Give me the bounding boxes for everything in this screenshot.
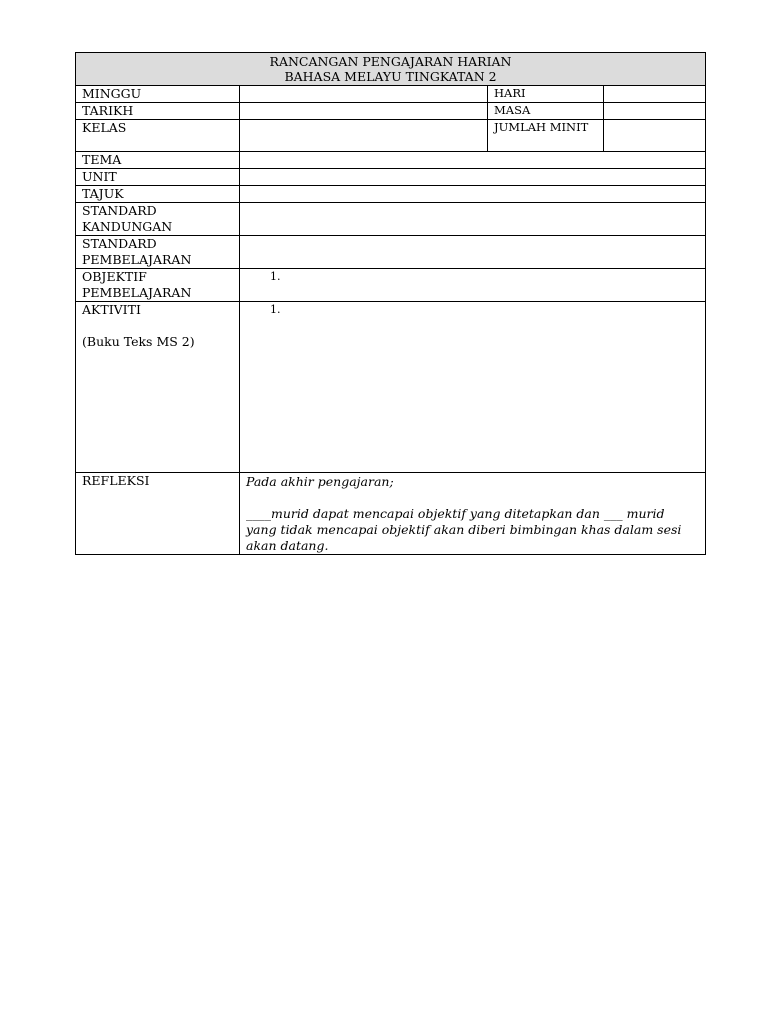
label-refleksi: REFLEKSI: [76, 473, 240, 555]
value-tajuk[interactable]: [240, 186, 706, 203]
title-line-2: BAHASA MELAYU TINGKATAN 2: [284, 69, 497, 84]
value-tarikh[interactable]: [240, 103, 488, 120]
label-tarikh: TARIKH: [76, 103, 240, 120]
label-kelas: KELAS: [76, 120, 240, 152]
label-tajuk: TAJUK: [76, 186, 240, 203]
value-objektif-pembelajaran[interactable]: [240, 269, 706, 302]
value-standard-pembelajaran[interactable]: [240, 236, 706, 269]
label-tema: TEMA: [76, 152, 240, 169]
value-aktiviti[interactable]: [240, 302, 706, 473]
aktiviti-item-1: 1.: [270, 303, 281, 316]
lesson-plan-table: [75, 52, 706, 555]
value-refleksi[interactable]: [240, 473, 706, 555]
value-jumlah-minit[interactable]: [604, 120, 706, 152]
label-objektif-pembelajaran: OBJEKTIF PEMBELAJARAN: [76, 269, 240, 302]
refleksi-line-2: ____murid dapat mencapai objektif yang ditetapkan dan ___ murid yang tidak mencapai objektif akan diberi bimbingan khas dalam sesi akan datang.: [246, 506, 682, 553]
label-hari: HARI: [488, 86, 604, 103]
label-unit: UNIT: [76, 169, 240, 186]
value-tema[interactable]: [240, 152, 706, 169]
value-kelas[interactable]: [240, 120, 488, 152]
value-standard-kandungan[interactable]: [240, 203, 706, 236]
label-jumlah-minit: JUMLAH MINIT: [488, 120, 604, 152]
title-line-1: RANCANGAN PENGAJARAN HARIAN: [269, 54, 512, 69]
label-aktiviti: AKTIVITI: [82, 302, 141, 317]
form-title: [76, 53, 706, 86]
value-unit[interactable]: [240, 169, 706, 186]
label-standard-pembelajaran: STANDARD PEMBELAJARAN: [76, 236, 240, 269]
refleksi-line-1: Pada akhir pengajaran;: [246, 474, 394, 489]
value-masa[interactable]: [604, 103, 706, 120]
label-minggu: MINGGU: [76, 86, 240, 103]
value-minggu[interactable]: [240, 86, 488, 103]
label-masa: MASA: [488, 103, 604, 120]
value-hari[interactable]: [604, 86, 706, 103]
label-standard-kandungan: STANDARD KANDUNGAN: [76, 203, 240, 236]
aktiviti-note: (Buku Teks MS 2): [82, 334, 195, 349]
objektif-item-1: 1.: [270, 270, 281, 283]
aktiviti-label-cell: [76, 302, 240, 473]
